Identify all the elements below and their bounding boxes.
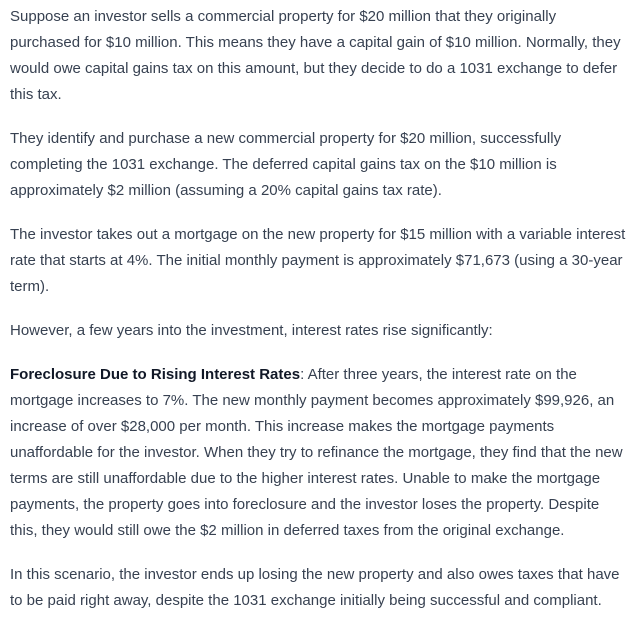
- paragraph-foreclosure: [10, 362, 626, 544]
- paragraph-exchange-completion: [10, 126, 626, 204]
- paragraph-text: : After three years, the interest rate on the mortgage increases to 7%. The new monthly payment becomes approximately $99,926, an increase of over $28,000 per month. This increase makes the mortgage payments unaffordable for the investor. When they try to refinance the mortgage, they find that the new terms are still unaffordable due to the higher interest rates. Unable to make the mortgage payments, the property goes into foreclosure and the investor loses the property. Despite this, they would still owe the $2 million in deferred taxes from the original exchange.: [10, 366, 623, 539]
- paragraph-rates-rise: [10, 318, 626, 344]
- paragraph-text: Suppose an investor sells a commercial property for $20 million that they originally purchased for $10 million. This means they have a capital gain of $10 million. Normally, they would owe capital gains tax on this amount, but they decide to do a 1031 exchange to defer this tax.: [10, 8, 621, 103]
- paragraph-text: They identify and purchase a new commercial property for $20 million, successfully completing the 1031 exchange. The deferred capital gains tax on the $10 million is approximately $2 million (assuming a 20% capital gains tax rate).: [10, 130, 562, 199]
- paragraph-text: The investor takes out a mortgage on the new property for $15 million with a variable interest rate that starts at 4%. The initial monthly payment is approximately $71,673 (using a 30-year term).: [10, 226, 626, 295]
- paragraph-mortgage: [10, 222, 626, 300]
- paragraph-conclusion: [10, 562, 626, 614]
- paragraph-text: However, a few years into the investment, interest rates rise significantly:: [10, 322, 493, 339]
- paragraph-sale-example: [10, 4, 626, 108]
- paragraph-text: In this scenario, the investor ends up losing the new property and also owes taxes that have to be paid right away, despite the 1031 exchange initially being successful and compliant.: [10, 566, 620, 609]
- foreclosure-heading: Foreclosure Due to Rising Interest Rates: [10, 366, 301, 383]
